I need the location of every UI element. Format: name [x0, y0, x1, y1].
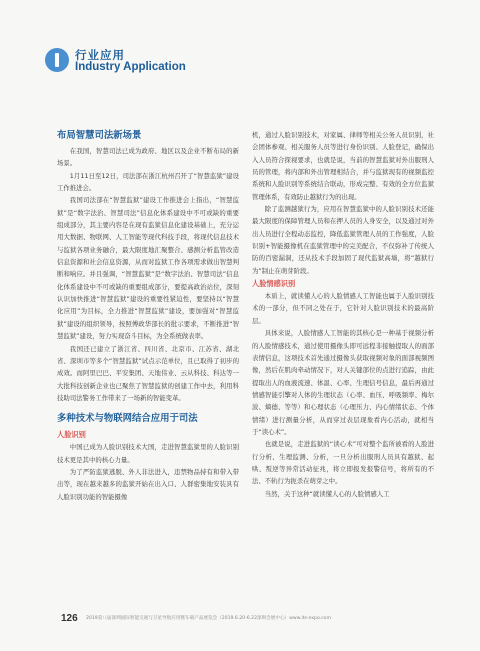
paragraph: 1月11日至12日，司法部在浙江杭州召开了“智慧监狱”建设工作推进会。 — [57, 171, 239, 193]
paragraph: 我国还已建立了浙江省、四川省、北京市、江苏省、湖北省、深圳市等多个“智慧监狱”试点示范单位，且已取得了初步的成效。而阿里巴巴、平安集团、天地伟业、云从科技、科达等一大批科技创新企业也已聚焦了智慧监狱的创建工作中去，利用科技助司法警务工作带来了一场新的智能变革。 — [57, 344, 239, 402]
paragraph: 当然，关于这种“就读懂人心的人脸情感人工 — [264, 489, 390, 498]
paragraph: 为了严防监狱逃脱、外人非法进入，违禁物品持有和带入带出等，现在越来越多的监狱开始在出入口、人群密集地安装具有人脸识别功能的智能摄像 — [57, 467, 239, 501]
subheading-emotion-recognition: 人脸情感识别 — [252, 279, 296, 289]
paragraph: 也就是说，走进监狱的“读心术”可对整个监所被看的人脸进行分析、生理监测、分析，一旦分析出服刑人员具有越狱、起哄、叛逆等异常活动征兆，将立即报发报警信号，将所有的不法、不轨行为扼杀在萌芽之中。 — [252, 440, 434, 486]
section-title-cn: 行业应用 — [75, 48, 125, 62]
paragraph: 我国司法部在“智慧监狱”建设工作推进会上指出，“智慧监狱”是“数字法治、智慧司法”信息化体系建设中不可或缺的重要组成部分，其主要内容是在现有监狱信息化建设基础上，充分运用大数据、物联网、人工智能等现代科技手段，将现代信息技术与监狱各项业务融合，最大限度地汇聚整合、感测分析监管改造信息资源和社会信息资源，从而对监狱工作各项需求做出智慧判断和响应。并且强调，“智慧监狱”是“数字法治、智慧司法”信息化体系建设中不可或缺的重要组成部分，要提高政治站位，深刻认识加快推进“智慧监狱”建设的重要性紧迫性，要坚持以“智慧化应用”为目标，全力推进“智慧监狱”建设，要加强对“智慧监狱”建设的组织领导，按照傅政华部长的批示要求，不断推进“智慧监狱”建设，努力实现奋斗目标，为全系统做表率。 — [57, 196, 239, 341]
subheading-face-recognition: 人脸识别 — [57, 430, 86, 440]
section1-heading: 布局智慧司法新场景 — [57, 130, 142, 141]
section2-heading: 多种技术与物联网结合应用于司法 — [57, 413, 198, 425]
paragraph: 在我国，智慧司法已成为政府、地区以及企业不断布局的新场景。 — [57, 147, 239, 168]
page-number: 126 — [61, 613, 78, 624]
section-badge-icon — [45, 48, 69, 72]
footer-caption: 2019第八届深圳国际智能交通与卫星导航应用暨车载产品展览会（2019.6.20-6.22深圳会展中心）www.its-expo.com — [86, 616, 331, 621]
section-title-en: Industry Application — [75, 61, 186, 73]
paragraph: 除了监测越狱行为，应用在智慧监狱中的人脸识别技术还能最大限度的保障管理人员和在押人员的人身安全，以及通过对外出人员进行全程动态监控，降低监狱管理人员的工作强度，人脸识别+智能摄像机在监狱管理中的完美配合，不仅弥补了传统人防的百密漏洞，还从技术手段加固了现代监狱高墙，将“越狱行为”制止在萌芽阶段。 — [252, 205, 434, 275]
left-column — [57, 129, 239, 503]
paragraph: 中国已成为人脸识别技术大国，走进智慧监狱里的人脸识别技术更是其中的核心力量。 — [57, 443, 239, 464]
paragraph: 具体来说，人脸情感人工智能的其核心是一种基于视频分析的人脸情感技术，通过使用摄像头即可远程非接触提取人的面部表情信息，这项技术首先通过摄像头获取视频对象的面部视频图像，然后在肌肉牵动情况下，对人关键部位的点进行追踪，由此提取出人的血液流速、体温、心率、生理信号信息，最后再通过情感智能引擎对人体的生理状态（心率、血压、呼吸频率、梅尔波、熵德、等等）和心理状态（心理压力、内心情绪状态、个体情绪）进行测量分析，从而穿过表层现象看内心活动，就相当于“读心术”。 — [252, 329, 434, 436]
paragraph: 本质上，就读懂人心的人脸情感人工智能也属于人脸识别技术的一部分，但不同之处在于，它针对人脸识别技术的最高阶层。 — [252, 292, 434, 325]
paragraph: 机，通过人脸识别技术，对家属、律师等相关公务人员识别，社会团体参观、相关服务人员等进行身份识别、人脸登记，确保出入人员符合探视要求，也就是说，当前的智慧监狱对外出服刑人员的管理，将内部和外出管理相结合，并与监狱现有的视频监控系统和人脸识别等系统结合联动，形成完整、有效的全方位监狱管理体系，有效防止越狱行为的出现。 — [252, 131, 434, 201]
right-column — [252, 129, 434, 500]
